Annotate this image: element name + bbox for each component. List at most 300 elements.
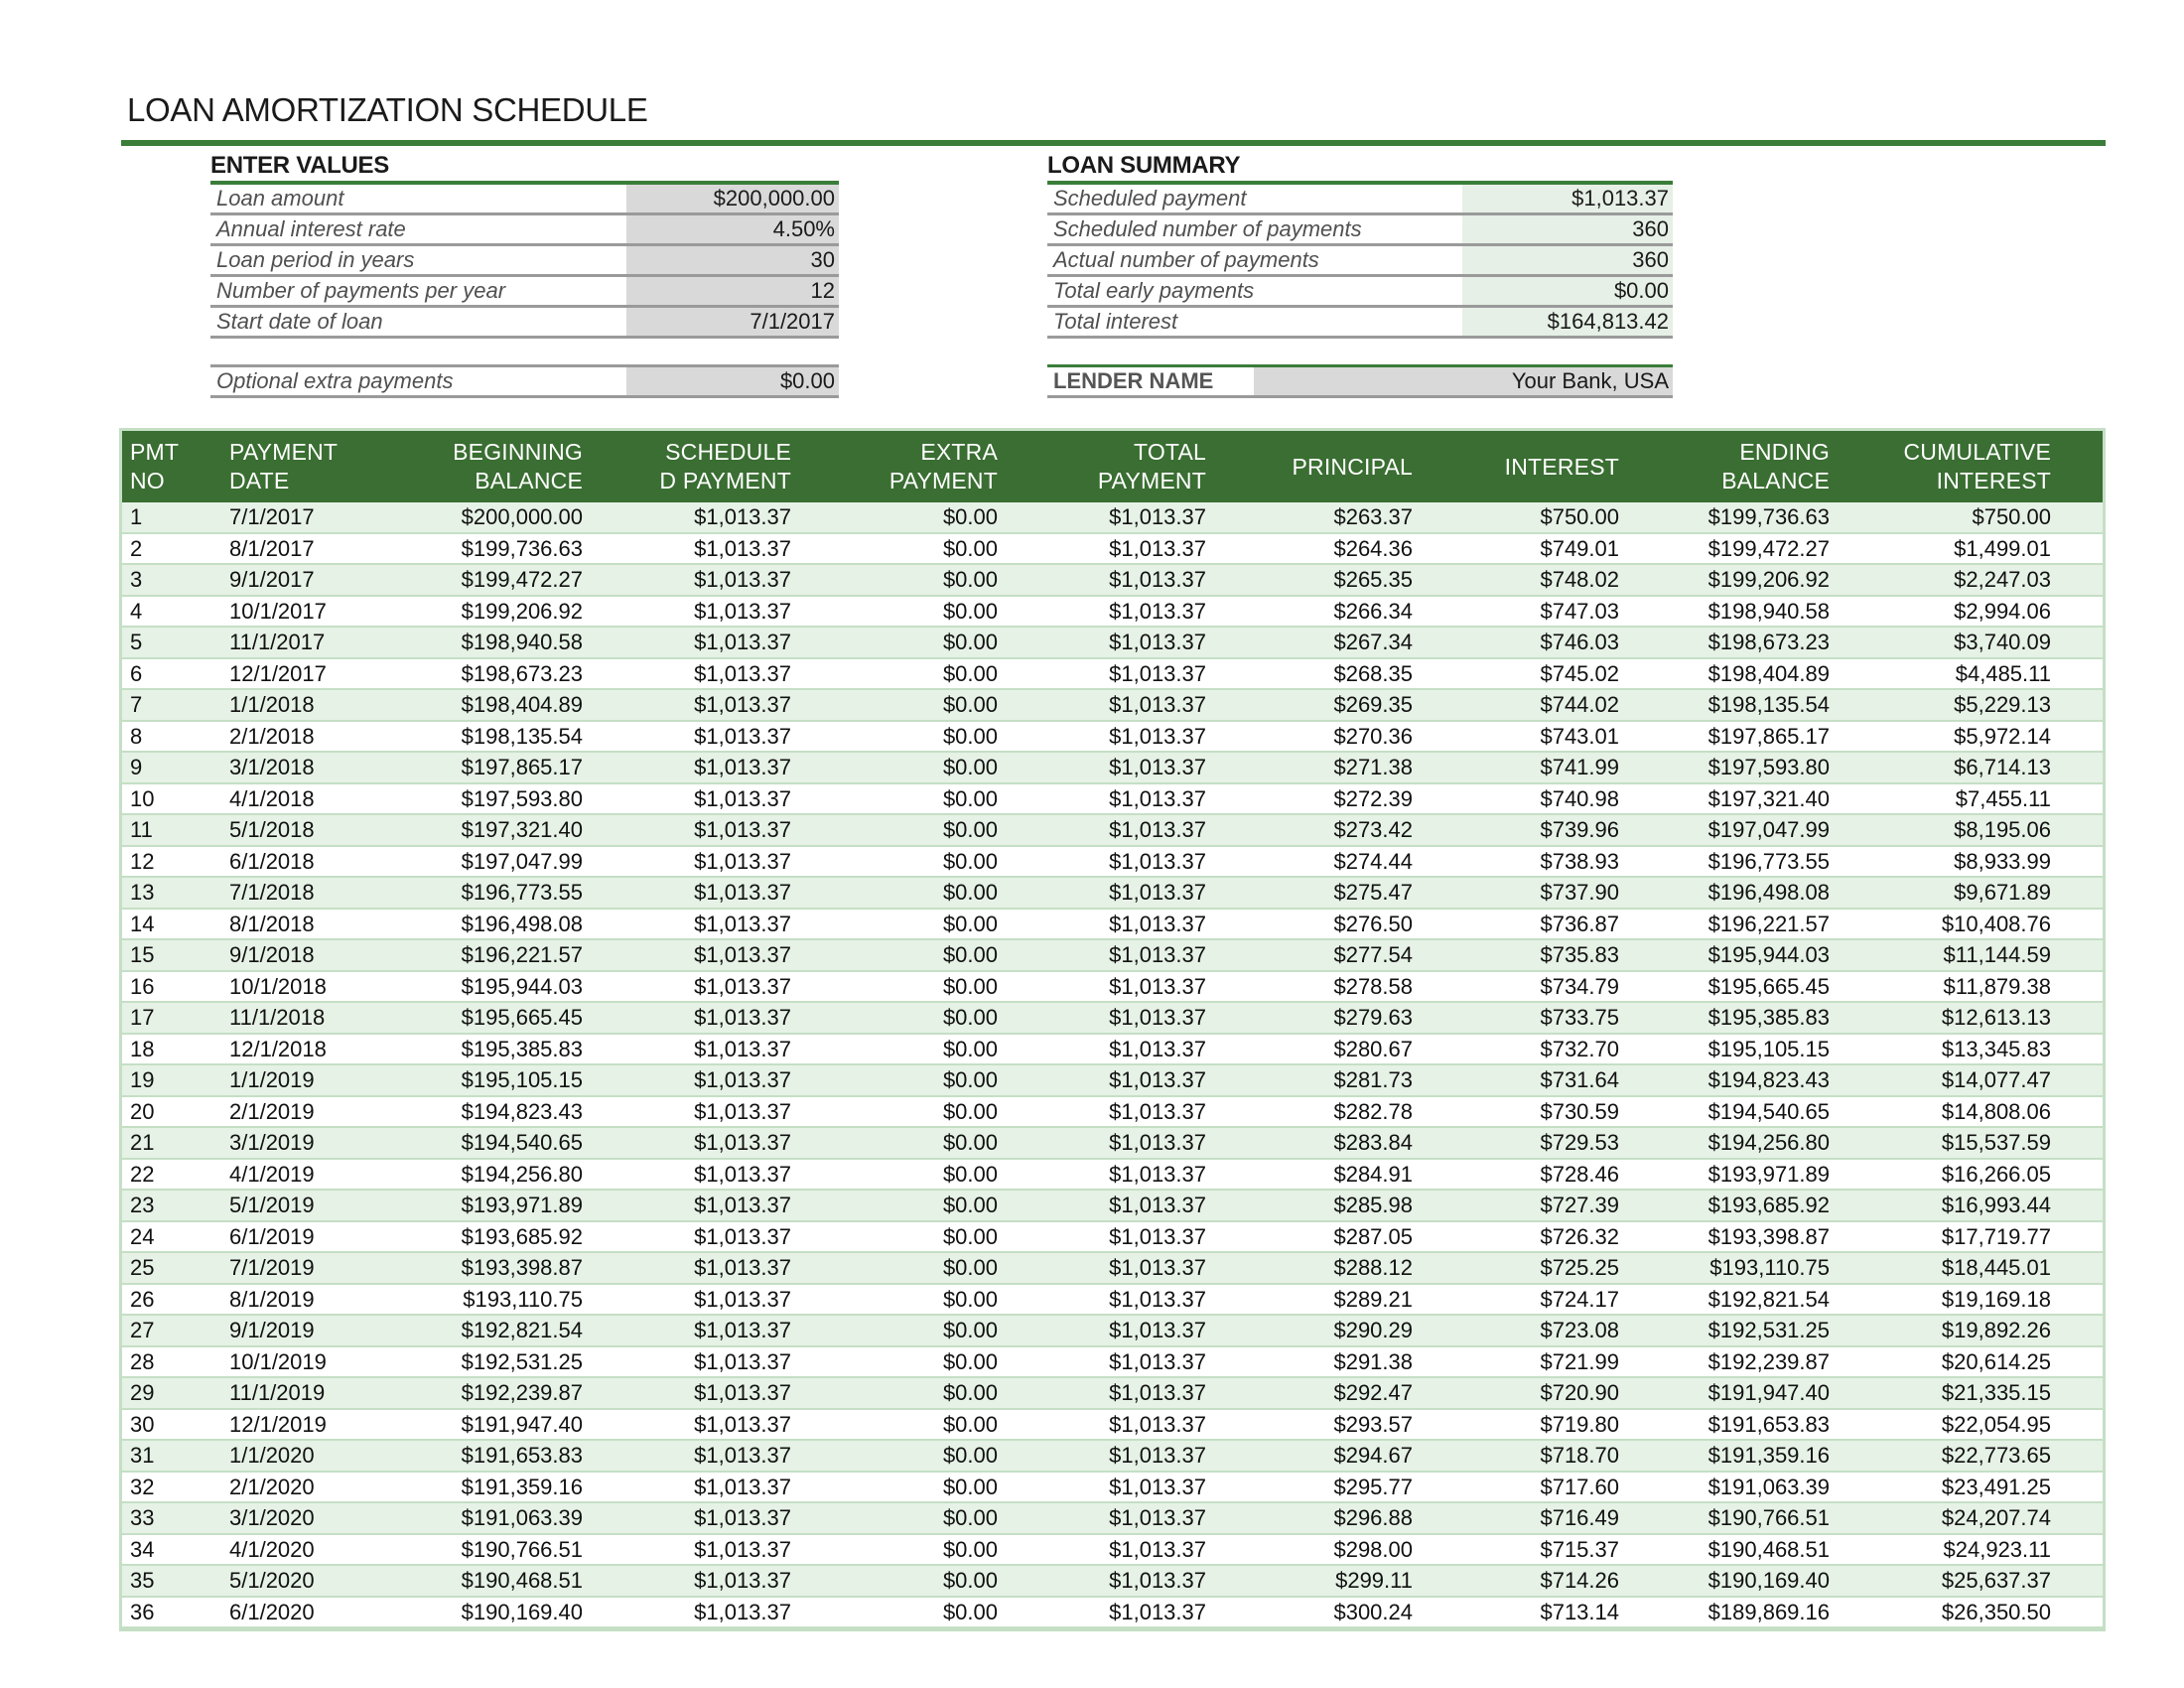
cell-ending-balance: $191,063.39 bbox=[1627, 1472, 1838, 1503]
summary-label: Scheduled payment bbox=[1053, 186, 1247, 211]
cell-extra-payment: $0.00 bbox=[799, 939, 1006, 971]
lender-label: LENDER NAME bbox=[1053, 368, 1214, 393]
cell-pmt-no: 25 bbox=[122, 1252, 209, 1284]
cell-principal: $271.38 bbox=[1214, 752, 1421, 783]
cell-payment-date: 4/1/2020 bbox=[209, 1534, 404, 1566]
cell-beginning-balance: $192,821.54 bbox=[404, 1315, 591, 1346]
cell-payment-date: 6/1/2019 bbox=[209, 1221, 404, 1253]
cell-beginning-balance: $195,665.45 bbox=[404, 1002, 591, 1034]
summary-label: Total interest bbox=[1053, 309, 1178, 334]
title-divider bbox=[121, 140, 2106, 146]
cell-pmt-no: 7 bbox=[122, 689, 209, 721]
cell-pmt-no: 32 bbox=[122, 1472, 209, 1503]
header-total-payment: TOTAL PAYMENT bbox=[1006, 431, 1214, 502]
cell-total-payment: $1,013.37 bbox=[1006, 1034, 1214, 1065]
cell-extra-payment: $0.00 bbox=[799, 814, 1006, 846]
cell-beginning-balance: $193,685.92 bbox=[404, 1221, 591, 1253]
input-start-date-row bbox=[210, 308, 839, 339]
cell-extra-payment: $0.00 bbox=[799, 596, 1006, 628]
cell-cumulative-interest: $22,773.65 bbox=[1838, 1440, 2103, 1472]
cell-total-payment: $1,013.37 bbox=[1006, 783, 1214, 815]
header-payment-date: PAYMENT DATE bbox=[209, 431, 404, 502]
cell-extra-payment: $0.00 bbox=[799, 1252, 1006, 1284]
cell-interest: $748.02 bbox=[1421, 564, 1627, 596]
cell-interest: $740.98 bbox=[1421, 783, 1627, 815]
cell-payment-date: 6/1/2018 bbox=[209, 846, 404, 878]
lender-row bbox=[1047, 364, 1673, 398]
input-label: Start date of loan bbox=[216, 309, 383, 334]
cell-cumulative-interest: $750.00 bbox=[1838, 502, 2103, 533]
cell-total-payment: $1,013.37 bbox=[1006, 596, 1214, 628]
cell-extra-payment: $0.00 bbox=[799, 1284, 1006, 1316]
cell-pmt-no: 29 bbox=[122, 1377, 209, 1409]
cell-total-payment: $1,013.37 bbox=[1006, 1064, 1214, 1096]
cell-extra-payment: $0.00 bbox=[799, 502, 1006, 533]
cell-ending-balance: $191,359.16 bbox=[1627, 1440, 1838, 1472]
cell-ending-balance: $199,472.27 bbox=[1627, 533, 1838, 565]
cell-extra-payment: $0.00 bbox=[799, 783, 1006, 815]
cell-pmt-no: 36 bbox=[122, 1597, 209, 1628]
cell-extra-payment: $0.00 bbox=[799, 533, 1006, 565]
cell-extra-payment: $0.00 bbox=[799, 1159, 1006, 1191]
cell-payment-date: 2/1/2018 bbox=[209, 721, 404, 753]
cell-principal: $285.98 bbox=[1214, 1190, 1421, 1221]
enter-values-heading: ENTER VALUES bbox=[210, 152, 389, 179]
cell-payment-date: 9/1/2019 bbox=[209, 1315, 404, 1346]
cell-scheduled-payment: $1,013.37 bbox=[591, 1190, 799, 1221]
cell-scheduled-payment: $1,013.37 bbox=[591, 752, 799, 783]
cell-cumulative-interest: $2,994.06 bbox=[1838, 596, 2103, 628]
cell-payment-date: 11/1/2018 bbox=[209, 1002, 404, 1034]
cell-total-payment: $1,013.37 bbox=[1006, 1127, 1214, 1159]
cell-principal: $266.34 bbox=[1214, 596, 1421, 628]
cell-principal: $299.11 bbox=[1214, 1565, 1421, 1597]
table-header-row bbox=[122, 431, 2103, 502]
summary-row bbox=[1047, 277, 1673, 308]
summary-row bbox=[1047, 215, 1673, 246]
cell-principal: $267.34 bbox=[1214, 627, 1421, 658]
cell-interest: $730.59 bbox=[1421, 1096, 1627, 1128]
cell-ending-balance: $191,947.40 bbox=[1627, 1377, 1838, 1409]
cell-cumulative-interest: $19,892.26 bbox=[1838, 1315, 2103, 1346]
input-label: Loan period in years bbox=[216, 247, 415, 272]
cell-pmt-no: 23 bbox=[122, 1190, 209, 1221]
table-row bbox=[122, 533, 2103, 565]
cell-cumulative-interest: $12,613.13 bbox=[1838, 1002, 2103, 1034]
cell-principal: $272.39 bbox=[1214, 783, 1421, 815]
cell-payment-date: 7/1/2017 bbox=[209, 502, 404, 533]
cell-pmt-no: 5 bbox=[122, 627, 209, 658]
cell-scheduled-payment: $1,013.37 bbox=[591, 564, 799, 596]
cell-extra-payment: $0.00 bbox=[799, 1002, 1006, 1034]
cell-cumulative-interest: $3,740.09 bbox=[1838, 627, 2103, 658]
cell-beginning-balance: $194,256.80 bbox=[404, 1159, 591, 1191]
table-row bbox=[122, 1002, 2103, 1034]
cell-payment-date: 5/1/2020 bbox=[209, 1565, 404, 1597]
cell-scheduled-payment: $1,013.37 bbox=[591, 658, 799, 690]
payments-per-year-input[interactable]: 12 bbox=[626, 277, 839, 305]
cell-ending-balance: $192,239.87 bbox=[1627, 1346, 1838, 1378]
cell-ending-balance: $198,940.58 bbox=[1627, 596, 1838, 628]
cell-pmt-no: 10 bbox=[122, 783, 209, 815]
cell-ending-balance: $194,823.43 bbox=[1627, 1064, 1838, 1096]
cell-cumulative-interest: $9,671.89 bbox=[1838, 877, 2103, 909]
input-label: Optional extra payments bbox=[216, 368, 454, 393]
cell-pmt-no: 20 bbox=[122, 1096, 209, 1128]
cell-cumulative-interest: $6,714.13 bbox=[1838, 752, 2103, 783]
table-row bbox=[122, 564, 2103, 596]
cell-payment-date: 3/1/2018 bbox=[209, 752, 404, 783]
cell-ending-balance: $193,685.92 bbox=[1627, 1190, 1838, 1221]
table-row bbox=[122, 1377, 2103, 1409]
cell-beginning-balance: $192,531.25 bbox=[404, 1346, 591, 1378]
cell-pmt-no: 33 bbox=[122, 1502, 209, 1534]
cell-cumulative-interest: $11,879.38 bbox=[1838, 971, 2103, 1003]
cell-payment-date: 1/1/2020 bbox=[209, 1440, 404, 1472]
cell-ending-balance: $198,135.54 bbox=[1627, 689, 1838, 721]
cell-beginning-balance: $195,105.15 bbox=[404, 1064, 591, 1096]
cell-pmt-no: 3 bbox=[122, 564, 209, 596]
cell-interest: $737.90 bbox=[1421, 877, 1627, 909]
cell-pmt-no: 21 bbox=[122, 1127, 209, 1159]
cell-extra-payment: $0.00 bbox=[799, 1597, 1006, 1628]
cell-extra-payment: $0.00 bbox=[799, 1315, 1006, 1346]
extra-payments-input[interactable]: $0.00 bbox=[626, 367, 839, 395]
cell-payment-date: 11/1/2019 bbox=[209, 1377, 404, 1409]
cell-scheduled-payment: $1,013.37 bbox=[591, 1346, 799, 1378]
cell-total-payment: $1,013.37 bbox=[1006, 533, 1214, 565]
table-row bbox=[122, 939, 2103, 971]
cell-pmt-no: 18 bbox=[122, 1034, 209, 1065]
loan-summary-panel bbox=[1047, 151, 1673, 398]
cell-cumulative-interest: $14,808.06 bbox=[1838, 1096, 2103, 1128]
table-row bbox=[122, 1064, 2103, 1096]
cell-principal: $287.05 bbox=[1214, 1221, 1421, 1253]
cell-total-payment: $1,013.37 bbox=[1006, 1534, 1214, 1566]
cell-interest: $731.64 bbox=[1421, 1064, 1627, 1096]
cell-extra-payment: $0.00 bbox=[799, 1221, 1006, 1253]
cell-beginning-balance: $191,653.83 bbox=[404, 1440, 591, 1472]
cell-pmt-no: 24 bbox=[122, 1221, 209, 1253]
cell-principal: $293.57 bbox=[1214, 1409, 1421, 1441]
table-row bbox=[122, 1221, 2103, 1253]
cell-cumulative-interest: $8,933.99 bbox=[1838, 846, 2103, 878]
table-row bbox=[122, 783, 2103, 815]
cell-principal: $290.29 bbox=[1214, 1315, 1421, 1346]
cell-extra-payment: $0.00 bbox=[799, 1502, 1006, 1534]
cell-cumulative-interest: $11,144.59 bbox=[1838, 939, 2103, 971]
cell-principal: $280.67 bbox=[1214, 1034, 1421, 1065]
cell-total-payment: $1,013.37 bbox=[1006, 1440, 1214, 1472]
summary-row bbox=[1047, 185, 1673, 215]
table-row bbox=[122, 658, 2103, 690]
cell-scheduled-payment: $1,013.37 bbox=[591, 1284, 799, 1316]
table-row bbox=[122, 1252, 2103, 1284]
cell-cumulative-interest: $16,266.05 bbox=[1838, 1159, 2103, 1191]
cell-payment-date: 2/1/2019 bbox=[209, 1096, 404, 1128]
cell-cumulative-interest: $10,408.76 bbox=[1838, 909, 2103, 940]
cell-interest: $726.32 bbox=[1421, 1221, 1627, 1253]
cell-cumulative-interest: $20,614.25 bbox=[1838, 1346, 2103, 1378]
cell-principal: $281.73 bbox=[1214, 1064, 1421, 1096]
cell-ending-balance: $199,736.63 bbox=[1627, 502, 1838, 533]
header-scheduled-payment: SCHEDULE D PAYMENT bbox=[591, 431, 799, 502]
cell-principal: $289.21 bbox=[1214, 1284, 1421, 1316]
cell-extra-payment: $0.00 bbox=[799, 564, 1006, 596]
cell-cumulative-interest: $26,350.50 bbox=[1838, 1597, 2103, 1628]
cell-principal: $279.63 bbox=[1214, 1002, 1421, 1034]
cell-principal: $275.47 bbox=[1214, 877, 1421, 909]
scheduled-number-value: 360 bbox=[1462, 215, 1673, 243]
cell-beginning-balance: $195,385.83 bbox=[404, 1034, 591, 1065]
table-row bbox=[122, 1034, 2103, 1065]
amortization-table bbox=[119, 428, 2106, 1631]
input-label: Number of payments per year bbox=[216, 278, 506, 303]
cell-principal: $264.36 bbox=[1214, 533, 1421, 565]
cell-pmt-no: 19 bbox=[122, 1064, 209, 1096]
cell-principal: $296.88 bbox=[1214, 1502, 1421, 1534]
page-title: LOAN AMORTIZATION SCHEDULE bbox=[127, 91, 648, 128]
cell-extra-payment: $0.00 bbox=[799, 1190, 1006, 1221]
cell-interest: $717.60 bbox=[1421, 1472, 1627, 1503]
cell-extra-payment: $0.00 bbox=[799, 689, 1006, 721]
table-row bbox=[122, 971, 2103, 1003]
cell-scheduled-payment: $1,013.37 bbox=[591, 689, 799, 721]
table-row bbox=[122, 502, 2103, 533]
cell-extra-payment: $0.00 bbox=[799, 752, 1006, 783]
table-row bbox=[122, 596, 2103, 628]
cell-total-payment: $1,013.37 bbox=[1006, 1472, 1214, 1503]
cell-beginning-balance: $197,593.80 bbox=[404, 783, 591, 815]
cell-extra-payment: $0.00 bbox=[799, 1409, 1006, 1441]
cell-interest: $725.25 bbox=[1421, 1252, 1627, 1284]
cell-payment-date: 11/1/2017 bbox=[209, 627, 404, 658]
cell-principal: $300.24 bbox=[1214, 1597, 1421, 1628]
cell-interest: $724.17 bbox=[1421, 1284, 1627, 1316]
cell-extra-payment: $0.00 bbox=[799, 1346, 1006, 1378]
cell-ending-balance: $199,206.92 bbox=[1627, 564, 1838, 596]
cell-interest: $738.93 bbox=[1421, 846, 1627, 878]
table-row bbox=[122, 909, 2103, 940]
cell-total-payment: $1,013.37 bbox=[1006, 752, 1214, 783]
cell-beginning-balance: $198,940.58 bbox=[404, 627, 591, 658]
table-row bbox=[122, 1440, 2103, 1472]
cell-pmt-no: 22 bbox=[122, 1159, 209, 1191]
table-row bbox=[122, 1284, 2103, 1316]
cell-extra-payment: $0.00 bbox=[799, 721, 1006, 753]
cell-principal: $292.47 bbox=[1214, 1377, 1421, 1409]
table-row bbox=[122, 1096, 2103, 1128]
table-row bbox=[122, 846, 2103, 878]
cell-beginning-balance: $195,944.03 bbox=[404, 971, 591, 1003]
cell-scheduled-payment: $1,013.37 bbox=[591, 1034, 799, 1065]
cell-ending-balance: $190,468.51 bbox=[1627, 1534, 1838, 1566]
cell-payment-date: 3/1/2020 bbox=[209, 1502, 404, 1534]
cell-scheduled-payment: $1,013.37 bbox=[591, 596, 799, 628]
cell-beginning-balance: $198,404.89 bbox=[404, 689, 591, 721]
cell-extra-payment: $0.00 bbox=[799, 909, 1006, 940]
cell-ending-balance: $189,869.16 bbox=[1627, 1597, 1838, 1628]
loan-period-input[interactable]: 30 bbox=[626, 246, 839, 274]
cell-total-payment: $1,013.37 bbox=[1006, 1502, 1214, 1534]
cell-scheduled-payment: $1,013.37 bbox=[591, 1315, 799, 1346]
cell-pmt-no: 11 bbox=[122, 814, 209, 846]
cell-payment-date: 3/1/2019 bbox=[209, 1127, 404, 1159]
cell-payment-date: 8/1/2018 bbox=[209, 909, 404, 940]
cell-total-payment: $1,013.37 bbox=[1006, 939, 1214, 971]
cell-cumulative-interest: $19,169.18 bbox=[1838, 1284, 2103, 1316]
cell-interest: $714.26 bbox=[1421, 1565, 1627, 1597]
cell-total-payment: $1,013.37 bbox=[1006, 1284, 1214, 1316]
cell-principal: $274.44 bbox=[1214, 846, 1421, 878]
cell-total-payment: $1,013.37 bbox=[1006, 1346, 1214, 1378]
cell-interest: $720.90 bbox=[1421, 1377, 1627, 1409]
cell-scheduled-payment: $1,013.37 bbox=[591, 1002, 799, 1034]
cell-beginning-balance: $191,063.39 bbox=[404, 1502, 591, 1534]
cell-scheduled-payment: $1,013.37 bbox=[591, 1377, 799, 1409]
summary-label: Scheduled number of payments bbox=[1053, 216, 1362, 241]
table-row bbox=[122, 1346, 2103, 1378]
cell-payment-date: 10/1/2017 bbox=[209, 596, 404, 628]
cell-total-payment: $1,013.37 bbox=[1006, 1597, 1214, 1628]
cell-scheduled-payment: $1,013.37 bbox=[591, 1221, 799, 1253]
cell-principal: $273.42 bbox=[1214, 814, 1421, 846]
cell-cumulative-interest: $4,485.11 bbox=[1838, 658, 2103, 690]
cell-principal: $295.77 bbox=[1214, 1472, 1421, 1503]
cell-principal: $276.50 bbox=[1214, 909, 1421, 940]
header-extra-payment: EXTRA PAYMENT bbox=[799, 431, 1006, 502]
table-row bbox=[122, 1159, 2103, 1191]
cell-ending-balance: $195,385.83 bbox=[1627, 1002, 1838, 1034]
summary-label: Total early payments bbox=[1053, 278, 1255, 303]
cell-pmt-no: 12 bbox=[122, 846, 209, 878]
cell-interest: $727.39 bbox=[1421, 1190, 1627, 1221]
summary-label: Actual number of payments bbox=[1053, 247, 1319, 272]
lender-name-input[interactable]: Your Bank, USA bbox=[1254, 367, 1673, 395]
cell-payment-date: 10/1/2018 bbox=[209, 971, 404, 1003]
cell-principal: $288.12 bbox=[1214, 1252, 1421, 1284]
cell-pmt-no: 6 bbox=[122, 658, 209, 690]
cell-cumulative-interest: $22,054.95 bbox=[1838, 1409, 2103, 1441]
cell-extra-payment: $0.00 bbox=[799, 877, 1006, 909]
cell-total-payment: $1,013.37 bbox=[1006, 502, 1214, 533]
cell-beginning-balance: $196,498.08 bbox=[404, 909, 591, 940]
input-payments-per-year-row bbox=[210, 277, 839, 308]
cell-principal: $282.78 bbox=[1214, 1096, 1421, 1128]
cell-payment-date: 12/1/2017 bbox=[209, 658, 404, 690]
cell-beginning-balance: $190,468.51 bbox=[404, 1565, 591, 1597]
cell-ending-balance: $196,773.55 bbox=[1627, 846, 1838, 878]
cell-interest: $716.49 bbox=[1421, 1502, 1627, 1534]
cell-cumulative-interest: $15,537.59 bbox=[1838, 1127, 2103, 1159]
cell-cumulative-interest: $16,993.44 bbox=[1838, 1190, 2103, 1221]
table-row bbox=[122, 721, 2103, 753]
cell-ending-balance: $197,593.80 bbox=[1627, 752, 1838, 783]
cell-interest: $732.70 bbox=[1421, 1034, 1627, 1065]
header-interest: INTEREST bbox=[1421, 431, 1627, 502]
cell-ending-balance: $192,531.25 bbox=[1627, 1315, 1838, 1346]
cell-scheduled-payment: $1,013.37 bbox=[591, 627, 799, 658]
cell-total-payment: $1,013.37 bbox=[1006, 1190, 1214, 1221]
cell-pmt-no: 8 bbox=[122, 721, 209, 753]
cell-beginning-balance: $193,110.75 bbox=[404, 1284, 591, 1316]
cell-beginning-balance: $199,736.63 bbox=[404, 533, 591, 565]
cell-total-payment: $1,013.37 bbox=[1006, 1159, 1214, 1191]
cell-pmt-no: 13 bbox=[122, 877, 209, 909]
cell-pmt-no: 14 bbox=[122, 909, 209, 940]
cell-cumulative-interest: $24,207.74 bbox=[1838, 1502, 2103, 1534]
cell-extra-payment: $0.00 bbox=[799, 846, 1006, 878]
header-principal: PRINCIPAL bbox=[1214, 431, 1421, 502]
cell-payment-date: 1/1/2019 bbox=[209, 1064, 404, 1096]
cell-interest: $728.46 bbox=[1421, 1159, 1627, 1191]
cell-cumulative-interest: $17,719.77 bbox=[1838, 1221, 2103, 1253]
cell-cumulative-interest: $5,972.14 bbox=[1838, 721, 2103, 753]
cell-payment-date: 8/1/2017 bbox=[209, 533, 404, 565]
table-row bbox=[122, 1502, 2103, 1534]
cell-scheduled-payment: $1,013.37 bbox=[591, 877, 799, 909]
cell-beginning-balance: $191,359.16 bbox=[404, 1472, 591, 1503]
cell-beginning-balance: $196,773.55 bbox=[404, 877, 591, 909]
cell-scheduled-payment: $1,013.37 bbox=[591, 1252, 799, 1284]
cell-total-payment: $1,013.37 bbox=[1006, 1315, 1214, 1346]
cell-pmt-no: 27 bbox=[122, 1315, 209, 1346]
actual-number-value: 360 bbox=[1462, 246, 1673, 274]
cell-scheduled-payment: $1,013.37 bbox=[591, 1409, 799, 1441]
cell-ending-balance: $197,047.99 bbox=[1627, 814, 1838, 846]
table-row bbox=[122, 1534, 2103, 1566]
header-beginning-balance: BEGINNING BALANCE bbox=[404, 431, 591, 502]
header-cumulative-interest: CUMULATIVE INTEREST bbox=[1838, 431, 2103, 502]
cell-scheduled-payment: $1,013.37 bbox=[591, 1096, 799, 1128]
cell-interest: $739.96 bbox=[1421, 814, 1627, 846]
cell-principal: $291.38 bbox=[1214, 1346, 1421, 1378]
cell-interest: $746.03 bbox=[1421, 627, 1627, 658]
cell-principal: $277.54 bbox=[1214, 939, 1421, 971]
cell-total-payment: $1,013.37 bbox=[1006, 1221, 1214, 1253]
start-date-input[interactable]: 7/1/2017 bbox=[626, 308, 839, 336]
cell-ending-balance: $194,540.65 bbox=[1627, 1096, 1838, 1128]
input-extra-payments-row bbox=[210, 364, 839, 398]
cell-total-payment: $1,013.37 bbox=[1006, 1252, 1214, 1284]
cell-payment-date: 5/1/2019 bbox=[209, 1190, 404, 1221]
interest-rate-input[interactable]: 4.50% bbox=[626, 215, 839, 243]
cell-payment-date: 12/1/2019 bbox=[209, 1409, 404, 1441]
cell-cumulative-interest: $1,499.01 bbox=[1838, 533, 2103, 565]
cell-interest: $747.03 bbox=[1421, 596, 1627, 628]
cell-cumulative-interest: $7,455.11 bbox=[1838, 783, 2103, 815]
cell-pmt-no: 35 bbox=[122, 1565, 209, 1597]
cell-scheduled-payment: $1,013.37 bbox=[591, 1159, 799, 1191]
cell-scheduled-payment: $1,013.37 bbox=[591, 533, 799, 565]
cell-pmt-no: 31 bbox=[122, 1440, 209, 1472]
table-row bbox=[122, 689, 2103, 721]
cell-scheduled-payment: $1,013.37 bbox=[591, 1597, 799, 1628]
cell-payment-date: 5/1/2018 bbox=[209, 814, 404, 846]
cell-principal: $298.00 bbox=[1214, 1534, 1421, 1566]
cell-interest: $715.37 bbox=[1421, 1534, 1627, 1566]
cell-principal: $263.37 bbox=[1214, 502, 1421, 533]
cell-scheduled-payment: $1,013.37 bbox=[591, 1502, 799, 1534]
input-interest-rate-row bbox=[210, 215, 839, 246]
cell-payment-date: 10/1/2019 bbox=[209, 1346, 404, 1378]
cell-pmt-no: 34 bbox=[122, 1534, 209, 1566]
cell-cumulative-interest: $5,229.13 bbox=[1838, 689, 2103, 721]
loan-amount-input[interactable]: $200,000.00 bbox=[626, 185, 839, 212]
total-early-payments-value: $0.00 bbox=[1462, 277, 1673, 305]
cell-extra-payment: $0.00 bbox=[799, 971, 1006, 1003]
summary-row bbox=[1047, 246, 1673, 277]
